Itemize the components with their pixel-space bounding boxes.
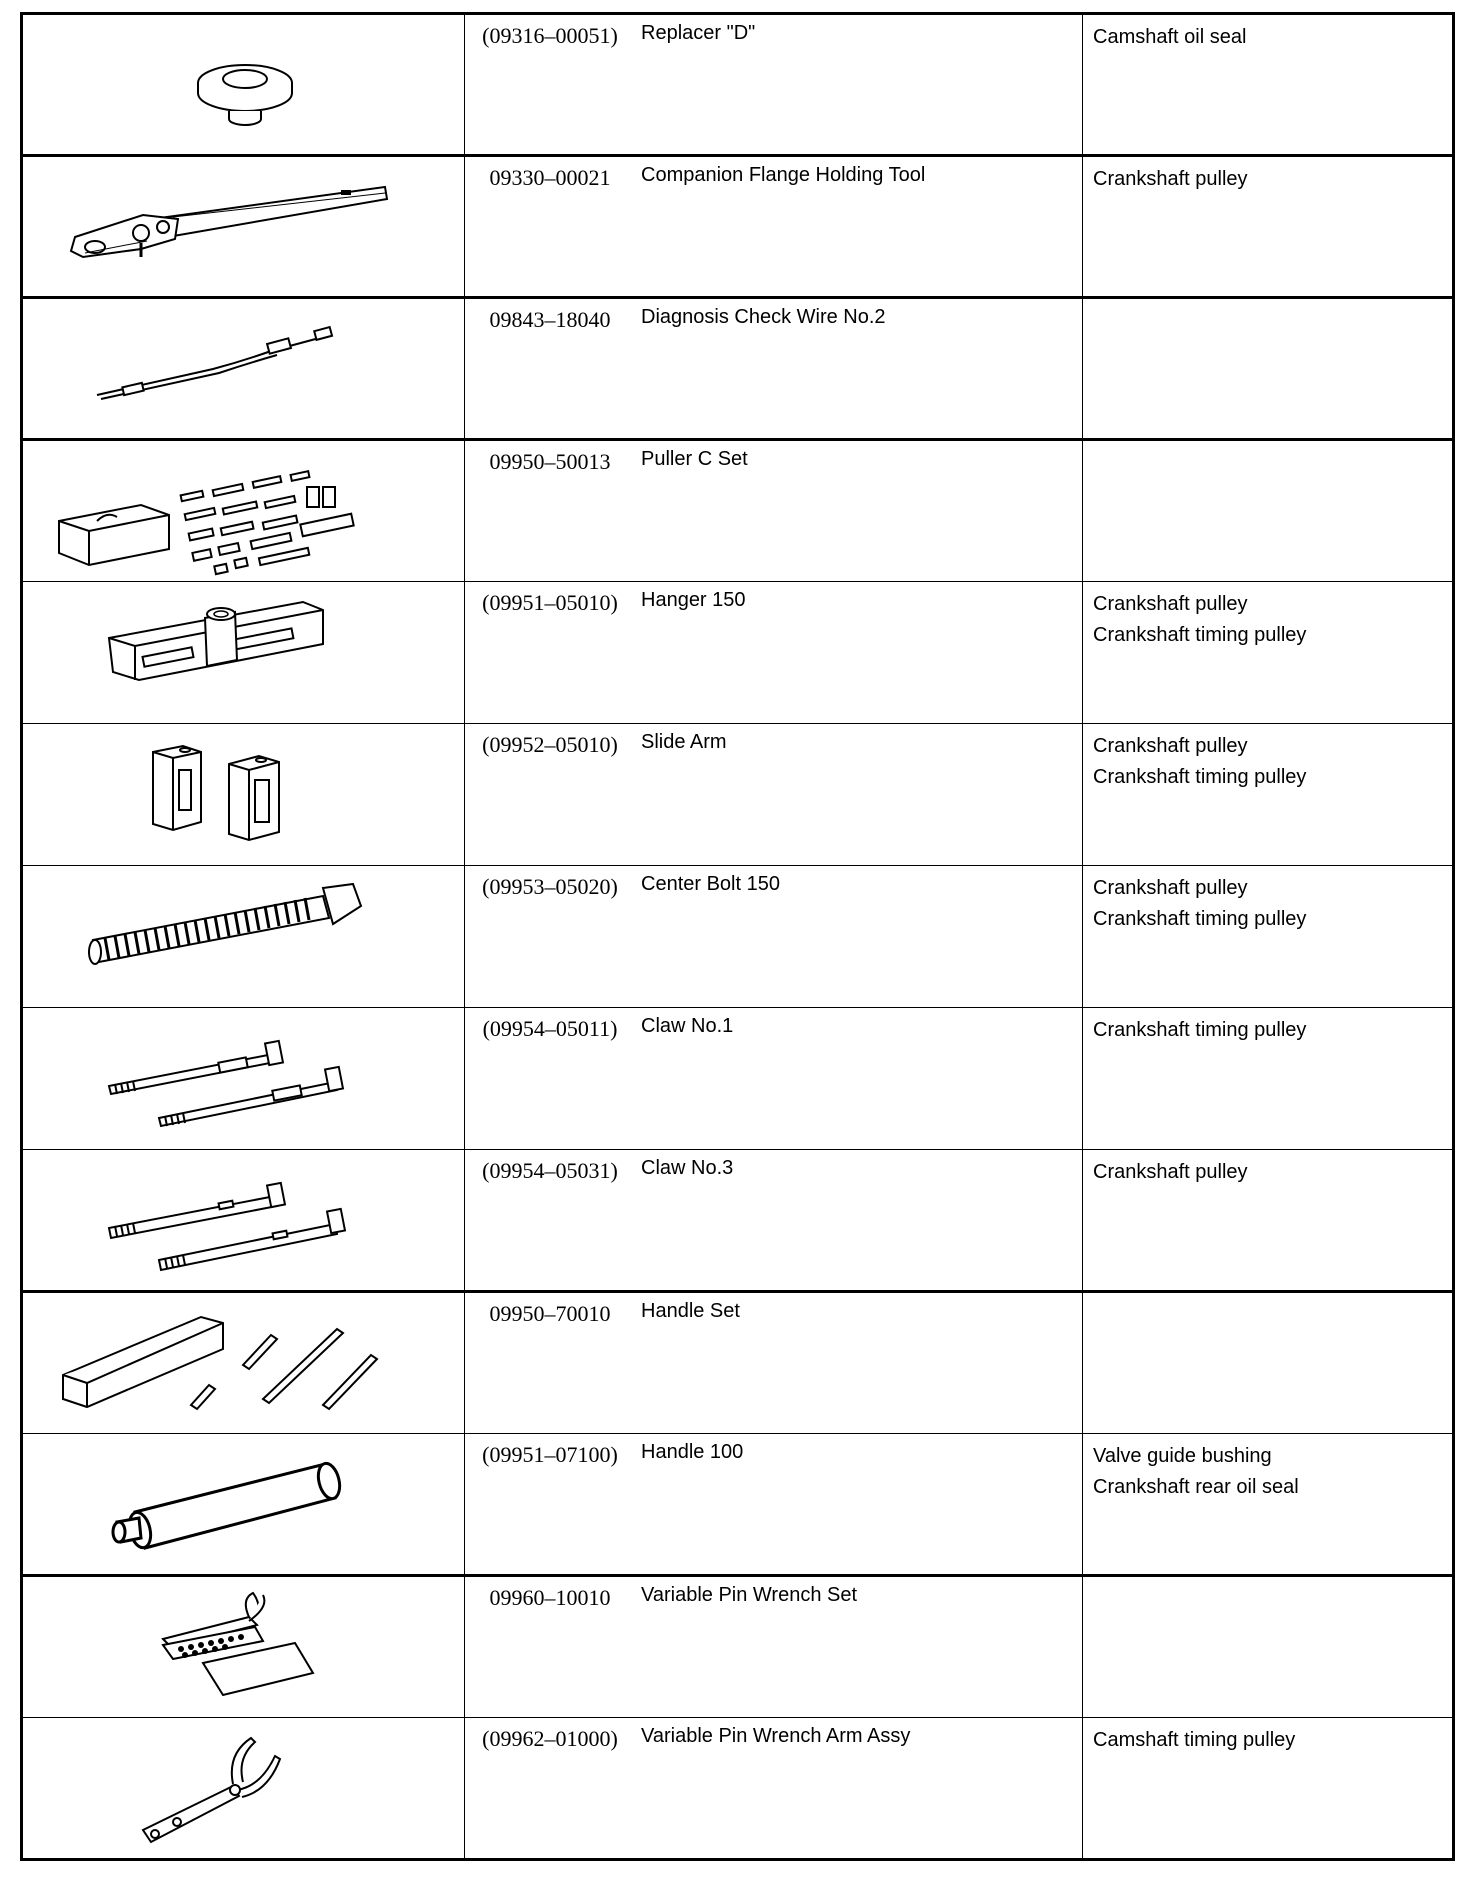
tool-illustration-cell	[22, 1576, 465, 1718]
usage-text: Valve guide bushing	[1093, 1445, 1272, 1467]
part-number: 09843–18040	[489, 307, 611, 332]
tool-illustration-cell	[22, 724, 465, 866]
tool-info-cell	[465, 724, 1083, 866]
tool-illustration-cell	[22, 1434, 465, 1576]
usage-text: Crankshaft pulley	[1093, 1161, 1248, 1183]
table-row	[22, 14, 1454, 156]
table-row	[22, 1292, 1454, 1434]
holding-tool-icon	[23, 157, 466, 299]
tool-name: Hanger 150	[641, 589, 746, 611]
usage-text: Crankshaft rear oil seal	[1093, 1476, 1299, 1498]
tool-illustration-cell	[22, 1150, 465, 1292]
table-row	[22, 298, 1454, 440]
claw-icon	[23, 1008, 466, 1150]
usage-cell	[1083, 440, 1454, 582]
usage-text: Crankshaft pulley	[1093, 877, 1248, 899]
usage-cell	[1083, 1008, 1454, 1150]
usage-text: Crankshaft pulley	[1093, 593, 1248, 615]
tool-illustration-cell	[22, 1292, 465, 1434]
tool-illustration-cell	[22, 866, 465, 1008]
pin-wrench-arm-icon	[23, 1718, 466, 1860]
part-number: 09330–00021	[489, 165, 611, 190]
usage-cell	[1083, 724, 1454, 866]
tool-info-cell	[465, 440, 1083, 582]
tool-illustration-cell	[22, 582, 465, 724]
tool-info-cell	[465, 582, 1083, 724]
tool-info-cell	[465, 1434, 1083, 1576]
usage-cell	[1083, 1150, 1454, 1292]
usage-text: Crankshaft pulley	[1093, 735, 1248, 757]
table-row	[22, 1718, 1454, 1860]
usage-text: Crankshaft timing pulley	[1093, 766, 1307, 788]
part-number: 09950–50013	[489, 449, 611, 474]
usage-text: Camshaft oil seal	[1093, 26, 1247, 48]
tool-illustration-cell	[22, 1008, 465, 1150]
tool-illustration-cell	[22, 156, 465, 298]
usage-text: Crankshaft timing pulley	[1093, 1019, 1307, 1041]
tool-name: Companion Flange Holding Tool	[641, 164, 926, 186]
tool-info-cell	[465, 1008, 1083, 1150]
tool-name: Handle 100	[641, 1441, 744, 1463]
table-row	[22, 724, 1454, 866]
tool-name: Replacer "D"	[641, 22, 756, 44]
part-number: (09951–07100)	[482, 1442, 618, 1467]
table-row	[22, 1008, 1454, 1150]
table-row	[22, 156, 1454, 298]
tool-name: Claw No.3	[641, 1157, 734, 1179]
check-wire-icon	[23, 299, 466, 441]
part-number: (09954–05011)	[482, 1016, 618, 1041]
handle-set-icon	[23, 1293, 466, 1435]
tool-name: Variable Pin Wrench Set	[641, 1584, 858, 1606]
part-number: (09962–01000)	[482, 1726, 618, 1751]
tool-info-cell	[465, 156, 1083, 298]
center-bolt-icon	[23, 866, 466, 1008]
usage-text: Crankshaft timing pulley	[1093, 908, 1307, 930]
tool-name: Variable Pin Wrench Arm Assy	[641, 1725, 911, 1747]
usage-cell	[1083, 14, 1454, 156]
usage-text: Camshaft timing pulley	[1093, 1729, 1296, 1751]
special-service-tools-table	[20, 12, 1455, 1861]
usage-text: Crankshaft pulley	[1093, 168, 1248, 190]
tool-info-cell	[465, 1150, 1083, 1292]
usage-text: Crankshaft timing pulley	[1093, 624, 1307, 646]
tool-name: Claw No.1	[641, 1015, 734, 1037]
table-row	[22, 582, 1454, 724]
tool-info-cell	[465, 1718, 1083, 1860]
tool-info-cell	[465, 298, 1083, 440]
usage-cell	[1083, 1576, 1454, 1718]
table-row	[22, 866, 1454, 1008]
usage-cell	[1083, 582, 1454, 724]
claw-icon	[23, 1150, 466, 1292]
tool-illustration-cell	[22, 1718, 465, 1860]
usage-cell	[1083, 1434, 1454, 1576]
tool-name: Slide Arm	[641, 731, 727, 753]
tool-name: Handle Set	[641, 1300, 740, 1322]
usage-cell	[1083, 298, 1454, 440]
part-number: (09954–05031)	[482, 1158, 618, 1183]
replacer-d-icon	[23, 15, 466, 157]
tool-name: Center Bolt 150	[641, 873, 780, 895]
part-number: (09951–05010)	[482, 590, 618, 615]
part-number: (09316–00051)	[482, 23, 618, 48]
tool-name: Diagnosis Check Wire No.2	[641, 306, 886, 328]
table-row	[22, 440, 1454, 582]
tool-illustration-cell	[22, 440, 465, 582]
part-number: (09953–05020)	[482, 874, 618, 899]
tool-name: Puller C Set	[641, 448, 748, 470]
tool-illustration-cell	[22, 14, 465, 156]
usage-cell	[1083, 1292, 1454, 1434]
slide-arm-icon	[23, 724, 466, 866]
usage-cell	[1083, 866, 1454, 1008]
table-row	[22, 1576, 1454, 1718]
tool-info-cell	[465, 1292, 1083, 1434]
table-row	[22, 1150, 1454, 1292]
tool-illustration-cell	[22, 298, 465, 440]
usage-cell	[1083, 1718, 1454, 1860]
tool-info-cell	[465, 866, 1083, 1008]
part-number: (09952–05010)	[482, 732, 618, 757]
part-number: 09960–10010	[489, 1585, 611, 1610]
pin-wrench-set-icon	[23, 1577, 466, 1719]
table-row	[22, 1434, 1454, 1576]
tool-info-cell	[465, 1576, 1083, 1718]
puller-set-icon	[23, 441, 466, 583]
handle-icon	[23, 1434, 466, 1576]
hanger-icon	[23, 582, 466, 724]
tool-info-cell	[465, 14, 1083, 156]
usage-cell	[1083, 156, 1454, 298]
part-number: 09950–70010	[489, 1301, 611, 1326]
